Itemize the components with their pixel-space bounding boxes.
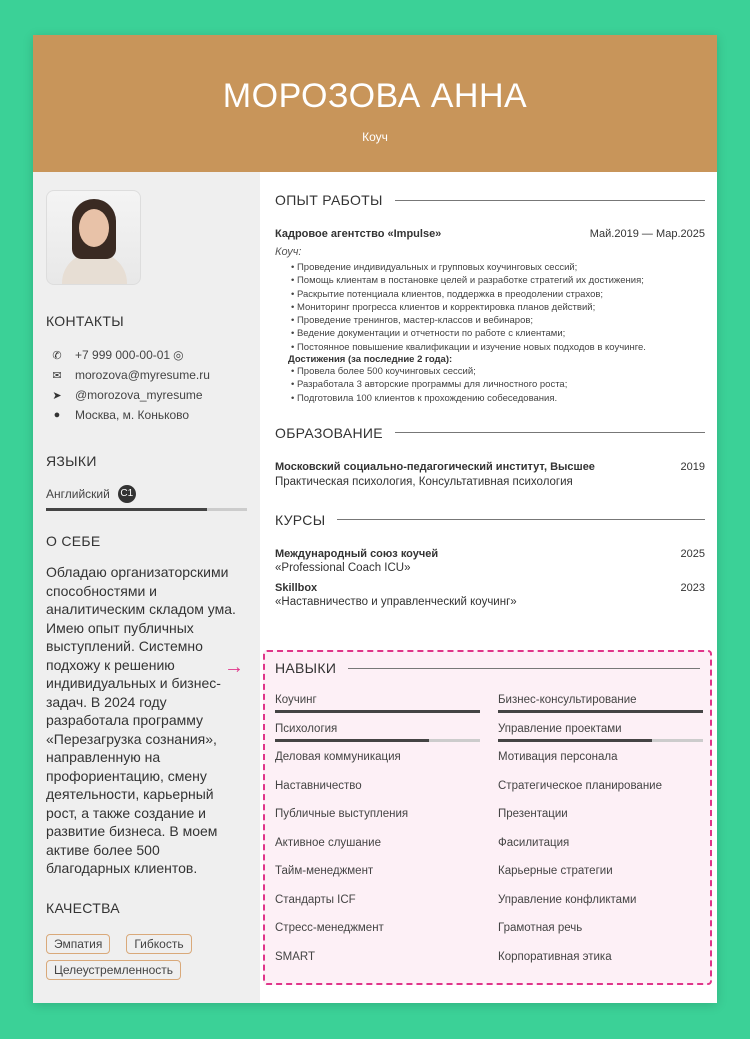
quality-tag: Эмпатия xyxy=(46,934,110,954)
job-dates: Май.2019 — Мар.2025 xyxy=(589,228,705,240)
contacts-title: КОНТАКТЫ xyxy=(46,313,124,329)
qualities-title: КАЧЕСТВА xyxy=(46,899,120,916)
contact-phone xyxy=(46,345,247,365)
course-name: «Professional Coach ICU» xyxy=(275,561,411,574)
telegram-icon: ➤ xyxy=(52,389,62,402)
duty-item: • Раскрытие потенциала клиентов, поддержка в преодолении страхов; xyxy=(291,288,705,301)
achievement-item: • Провела более 500 коучинговых сессий; xyxy=(291,365,705,378)
job-position: Коуч: xyxy=(275,246,302,258)
achievement-item: • Подготовила 100 клиентов к прохождению собеседования. xyxy=(291,392,705,405)
arrow-icon: → xyxy=(224,656,244,678)
achievements-title: Достижения (за последние 2 года): xyxy=(288,354,453,366)
language-name: Английский xyxy=(46,487,110,501)
skill-item: Тайм-менеджмент xyxy=(275,865,374,877)
skill-item: Мотивация персонала xyxy=(498,751,618,763)
skill-item: Стресс-менеджмент xyxy=(275,922,384,934)
course-year: 2023 xyxy=(680,581,705,594)
candidate-role: Коуч xyxy=(362,130,388,144)
job-duties xyxy=(275,261,705,354)
mail-icon: ✉ xyxy=(52,369,62,382)
duty-item: • Проведение индивидуальных и групповых коучинговых сессий; xyxy=(291,261,705,274)
skill-item: Активное слушание xyxy=(275,836,381,849)
company-name: Кадровое агентство «Impulse» xyxy=(275,228,442,240)
school-name: Московский социально-педагогический институт, Высшее xyxy=(275,460,595,473)
education-field: Практическая психология, Консультативная психология xyxy=(275,475,573,488)
skill-item xyxy=(498,719,703,748)
duty-item: • Помощь клиентам в постановке целей и разработке стратегий их достижения; xyxy=(291,274,705,287)
course-header xyxy=(275,582,705,594)
duty-item: • Ведение документации и отчетности по работе с клиентами; xyxy=(291,327,705,340)
contact-telegram[interactable] xyxy=(46,385,247,405)
skill-level-bar xyxy=(498,739,703,742)
course-header xyxy=(275,548,705,560)
languages-title: ЯЗЫКИ xyxy=(46,453,97,469)
skill-item xyxy=(275,719,480,748)
contact-location xyxy=(46,405,247,425)
job-achievements xyxy=(275,365,705,405)
skill-item: Наставничество xyxy=(275,779,362,792)
about-title: О СЕБЕ xyxy=(46,533,101,549)
profile-photo xyxy=(46,190,141,285)
duty-item: • Проведение тренингов, мастер-классов и вебинаров; xyxy=(291,314,705,327)
skills-section xyxy=(263,650,712,985)
candidate-name: МОРОЗОВА АННА xyxy=(222,77,528,115)
resume-header xyxy=(33,35,717,172)
course-org: Международный союз коучей xyxy=(275,547,439,560)
about-text: Обладаю организаторскими способностями и аналитическим складом ума. Имею опыт публичных выступлений. Системно подхожу к решению индивидуальных и бизнес-задач. В 2024 году разработала программу «Перезагрузка сознания», направленную на профориентацию, смену деятельности, карьерный рост, а также создание и развитие бизнеса. В моем активе более 500 благодарных клиентов. xyxy=(46,564,236,876)
skill-name: Бизнес-консультирование xyxy=(498,694,637,706)
job-header xyxy=(275,228,705,240)
skill-item: Фасилитация xyxy=(498,836,570,849)
duty-item: • Постоянное повышение квалификации и изучение новых подходов в коучинге. xyxy=(291,341,705,354)
education-header xyxy=(275,461,705,473)
skill-level-bar xyxy=(275,710,480,713)
skills-title: НАВЫКИ xyxy=(275,660,700,676)
contact-text: Москва, м. Коньково xyxy=(75,408,190,422)
skill-name: Психология xyxy=(275,722,338,735)
achievement-item: • Разработала 3 авторские программы для личностного роста; xyxy=(291,378,705,391)
whatsapp-icon: ◎ xyxy=(173,348,184,362)
qualities-list xyxy=(46,934,247,980)
quality-tag: Гибкость xyxy=(126,934,191,954)
resume-page xyxy=(33,35,717,1003)
skill-item: Грамотная речь xyxy=(498,922,583,934)
skill-item: Корпоративная этика xyxy=(498,950,612,963)
course-name: «Наставничество и управленческий коучинг» xyxy=(275,595,517,608)
skill-item: Карьерные стратегии xyxy=(498,865,613,877)
skill-name: Управление проектами xyxy=(498,722,622,735)
skill-item: Презентации xyxy=(498,808,568,820)
quality-tag: Целеустремленность xyxy=(46,960,181,980)
skill-name: Коучинг xyxy=(275,694,317,706)
skill-level-bar xyxy=(498,710,703,713)
skill-item: SMART xyxy=(275,950,316,963)
language-level-badge: C1 xyxy=(118,485,136,503)
skills-grid xyxy=(275,690,700,975)
skill-item: Управление конфликтами xyxy=(498,893,637,906)
experience-title: ОПЫТ РАБОТЫ xyxy=(275,192,705,208)
duty-item: • Мониторинг прогресса клиентов и корректировка планов действий; xyxy=(291,301,705,314)
skill-item: Стандарты ICF xyxy=(275,893,356,906)
education-title: ОБРАЗОВАНИЕ xyxy=(275,425,705,441)
skill-item xyxy=(498,690,703,719)
phone-icon: ✆ xyxy=(52,349,62,362)
skill-level-bar xyxy=(275,739,480,742)
location-icon: ● xyxy=(53,409,61,421)
skill-item: Публичные выступления xyxy=(275,808,409,820)
sidebar xyxy=(33,172,260,1003)
contact-email[interactable] xyxy=(46,365,247,385)
courses-title: КУРСЫ xyxy=(275,512,705,528)
course-org: Skillbox xyxy=(275,581,318,594)
contact-text: @morozova_myresume xyxy=(75,388,203,402)
language-item xyxy=(46,485,247,503)
main-content xyxy=(275,172,705,608)
course-year: 2025 xyxy=(680,547,705,560)
language-level-bar xyxy=(46,508,247,511)
contact-text: morozova@myresume.ru xyxy=(75,368,210,382)
contact-text: +7 999 000-00-01 xyxy=(75,348,171,362)
skill-item: Деловая коммуникация xyxy=(275,751,401,763)
education-year: 2019 xyxy=(680,460,705,473)
skill-item: Стратегическое планирование xyxy=(498,779,662,792)
skill-item xyxy=(275,690,480,719)
